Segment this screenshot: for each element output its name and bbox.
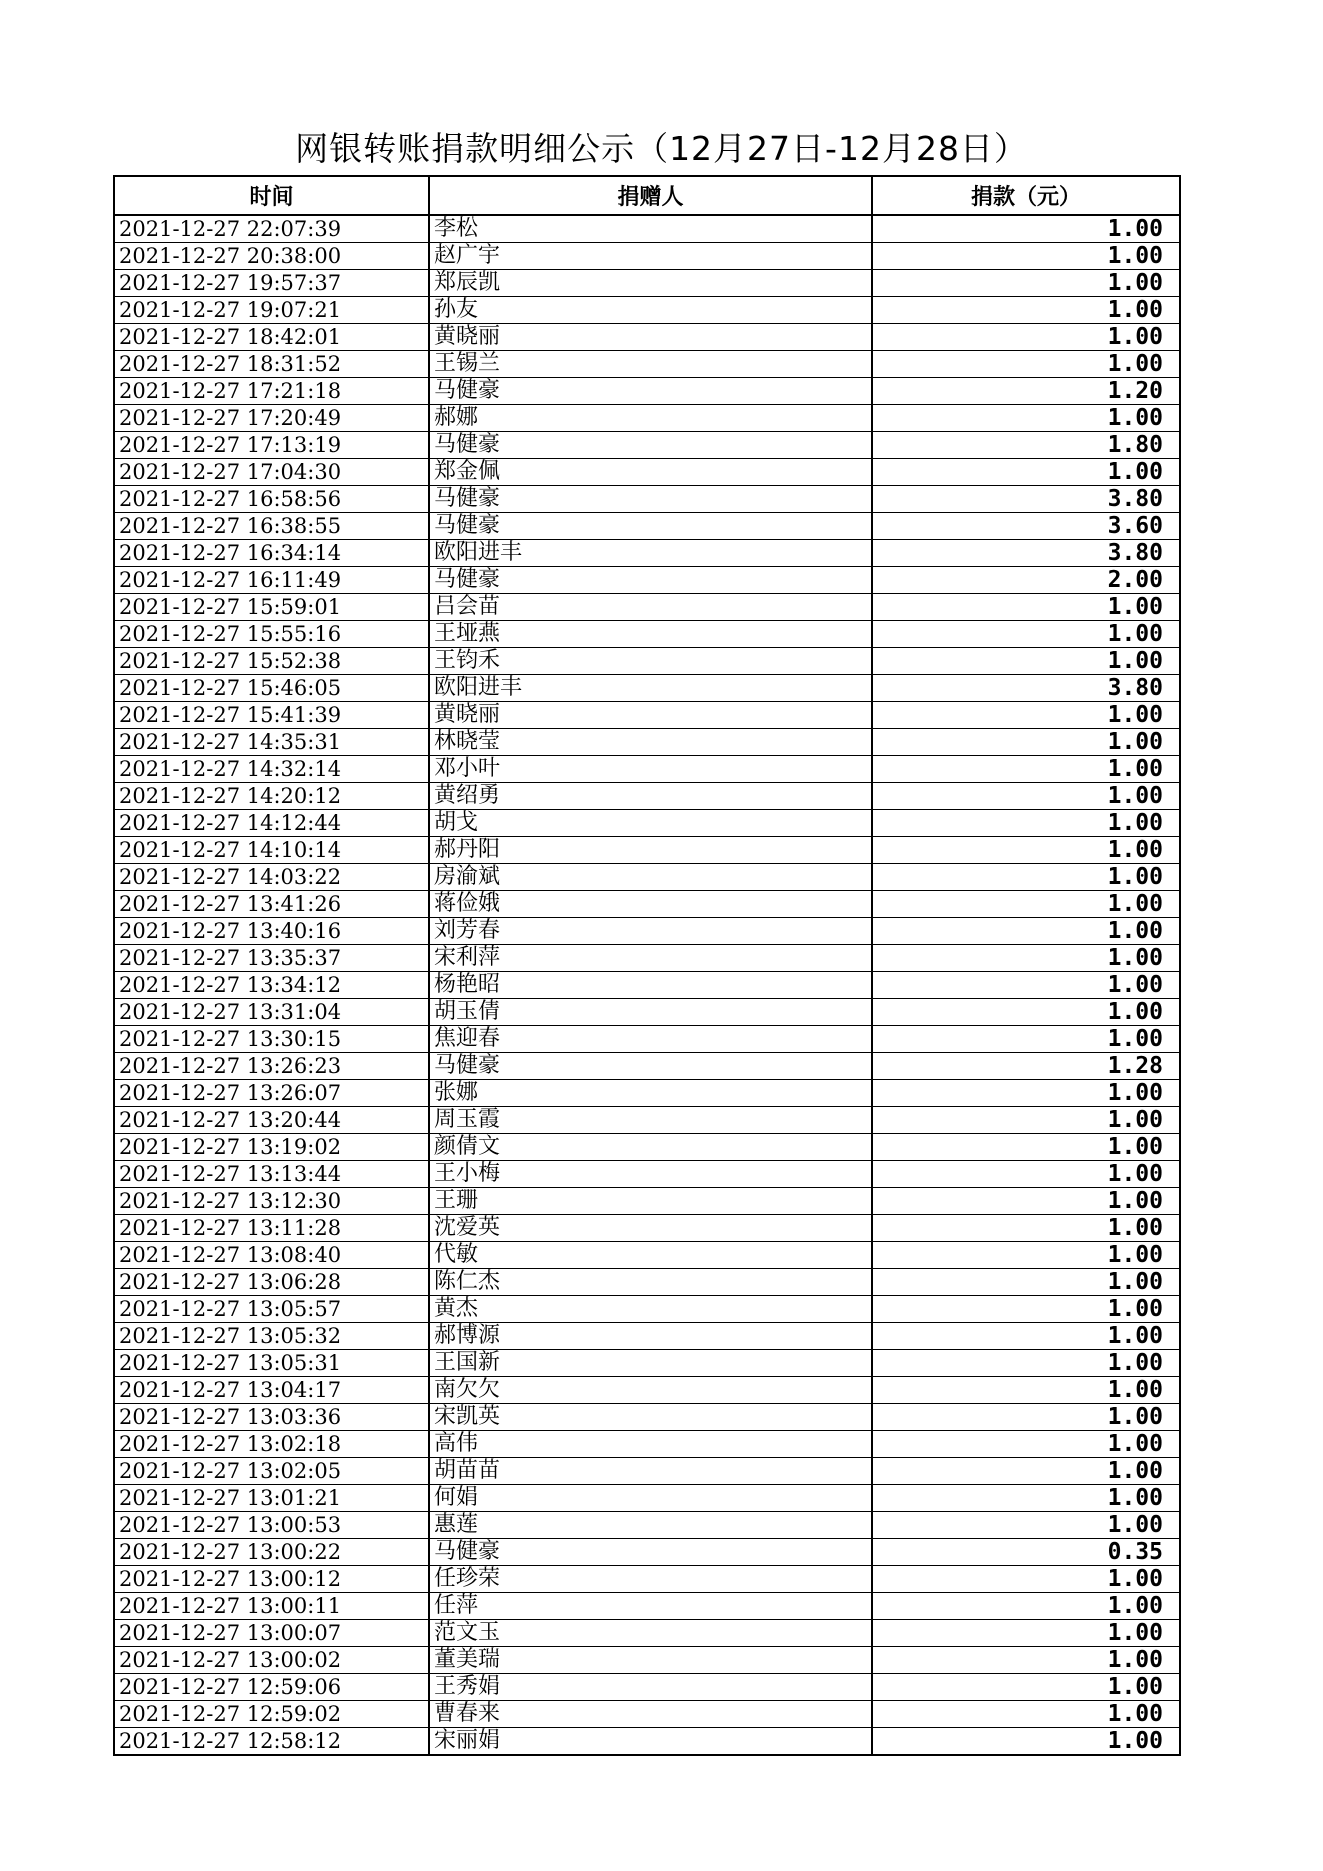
table-row (114, 513, 1180, 540)
row-time: 2021-12-27 13:20:44 (114, 1107, 429, 1134)
table-row (114, 1458, 1180, 1485)
table-row (114, 756, 1180, 783)
row-donor: 王钧禾 (429, 648, 872, 675)
row-amount: 1.00 (872, 1350, 1180, 1377)
row-donor: 欧阳进丰 (429, 675, 872, 702)
row-time: 2021-12-27 19:07:21 (114, 297, 429, 324)
table-row (114, 1161, 1180, 1188)
row-amount: 1.00 (872, 945, 1180, 972)
table-row (114, 594, 1180, 621)
row-donor: 黄晓丽 (429, 324, 872, 351)
row-amount: 1.00 (872, 1458, 1180, 1485)
row-time: 2021-12-27 14:32:14 (114, 756, 429, 783)
row-amount: 1.00 (872, 1512, 1180, 1539)
row-amount: 1.20 (872, 378, 1180, 405)
row-time: 2021-12-27 12:59:02 (114, 1701, 429, 1728)
row-donor: 邓小叶 (429, 756, 872, 783)
row-amount: 1.00 (872, 918, 1180, 945)
row-time: 2021-12-27 13:02:18 (114, 1431, 429, 1458)
row-time: 2021-12-27 13:03:36 (114, 1404, 429, 1431)
row-donor: 陈仁杰 (429, 1269, 872, 1296)
row-amount: 1.00 (872, 783, 1180, 810)
row-amount: 1.00 (872, 1404, 1180, 1431)
row-amount: 1.00 (872, 1647, 1180, 1674)
table-row (114, 972, 1180, 999)
row-time: 2021-12-27 13:00:11 (114, 1593, 429, 1620)
row-amount: 1.00 (872, 1026, 1180, 1053)
table-row (114, 1134, 1180, 1161)
table-row (114, 1701, 1180, 1728)
row-amount: 3.80 (872, 486, 1180, 513)
row-time: 2021-12-27 13:05:57 (114, 1296, 429, 1323)
table-row (114, 1431, 1180, 1458)
table-body (114, 215, 1180, 1755)
row-donor: 宋凯英 (429, 1404, 872, 1431)
row-time: 2021-12-27 15:41:39 (114, 702, 429, 729)
row-time: 2021-12-27 13:04:17 (114, 1377, 429, 1404)
row-time: 2021-12-27 13:35:37 (114, 945, 429, 972)
row-amount: 1.00 (872, 702, 1180, 729)
table-row (114, 567, 1180, 594)
row-amount: 1.00 (872, 1431, 1180, 1458)
row-time: 2021-12-27 13:34:12 (114, 972, 429, 999)
row-time: 2021-12-27 13:00:22 (114, 1539, 429, 1566)
row-time: 2021-12-27 13:11:28 (114, 1215, 429, 1242)
row-time: 2021-12-27 13:00:02 (114, 1647, 429, 1674)
table-row (114, 1350, 1180, 1377)
row-donor: 李松 (429, 215, 872, 243)
row-amount: 1.00 (872, 1593, 1180, 1620)
row-donor: 马健豪 (429, 567, 872, 594)
row-time: 2021-12-27 13:26:07 (114, 1080, 429, 1107)
row-time: 2021-12-27 17:04:30 (114, 459, 429, 486)
table-row (114, 999, 1180, 1026)
row-donor: 黄晓丽 (429, 702, 872, 729)
row-time: 2021-12-27 16:58:56 (114, 486, 429, 513)
row-amount: 1.00 (872, 1620, 1180, 1647)
table-row (114, 1728, 1180, 1756)
row-amount: 1.00 (872, 459, 1180, 486)
table-row (114, 621, 1180, 648)
row-donor: 张娜 (429, 1080, 872, 1107)
row-donor: 马健豪 (429, 432, 872, 459)
row-donor: 任珍荣 (429, 1566, 872, 1593)
table-row (114, 1269, 1180, 1296)
table-row (114, 702, 1180, 729)
table-row (114, 540, 1180, 567)
table-row (114, 1404, 1180, 1431)
table-row (114, 351, 1180, 378)
table-row (114, 864, 1180, 891)
row-time: 2021-12-27 13:05:32 (114, 1323, 429, 1350)
row-time: 2021-12-27 13:08:40 (114, 1242, 429, 1269)
row-amount: 2.00 (872, 567, 1180, 594)
row-amount: 1.00 (872, 729, 1180, 756)
row-donor: 吕会苗 (429, 594, 872, 621)
row-time: 2021-12-27 13:06:28 (114, 1269, 429, 1296)
row-donor: 高伟 (429, 1431, 872, 1458)
table-row (114, 215, 1180, 243)
table-row (114, 1620, 1180, 1647)
row-donor: 房渝斌 (429, 864, 872, 891)
table-row (114, 675, 1180, 702)
row-amount: 3.80 (872, 675, 1180, 702)
table-row (114, 1539, 1180, 1566)
row-amount: 1.00 (872, 1215, 1180, 1242)
row-donor: 郝丹阳 (429, 837, 872, 864)
row-donor: 郝博源 (429, 1323, 872, 1350)
row-time: 2021-12-27 15:59:01 (114, 594, 429, 621)
row-time: 2021-12-27 20:38:00 (114, 243, 429, 270)
table-row (114, 810, 1180, 837)
table-row (114, 1215, 1180, 1242)
row-amount: 1.00 (872, 297, 1180, 324)
row-donor: 颜倩文 (429, 1134, 872, 1161)
row-time: 2021-12-27 12:58:12 (114, 1728, 429, 1756)
row-amount: 1.00 (872, 864, 1180, 891)
row-time: 2021-12-27 13:40:16 (114, 918, 429, 945)
table-row (114, 648, 1180, 675)
row-time: 2021-12-27 18:42:01 (114, 324, 429, 351)
row-amount: 1.00 (872, 756, 1180, 783)
row-donor: 惠莲 (429, 1512, 872, 1539)
row-donor: 马健豪 (429, 1053, 872, 1080)
row-time: 2021-12-27 12:59:06 (114, 1674, 429, 1701)
row-donor: 王国新 (429, 1350, 872, 1377)
table-row (114, 486, 1180, 513)
row-amount: 0.35 (872, 1539, 1180, 1566)
row-amount: 1.28 (872, 1053, 1180, 1080)
row-donor: 欧阳进丰 (429, 540, 872, 567)
row-donor: 郝娜 (429, 405, 872, 432)
table-row (114, 1080, 1180, 1107)
row-time: 2021-12-27 13:19:02 (114, 1134, 429, 1161)
row-donor: 任萍 (429, 1593, 872, 1620)
row-time: 2021-12-27 15:46:05 (114, 675, 429, 702)
row-time: 2021-12-27 15:52:38 (114, 648, 429, 675)
row-time: 2021-12-27 17:21:18 (114, 378, 429, 405)
row-donor: 郑辰凯 (429, 270, 872, 297)
table-row (114, 1296, 1180, 1323)
row-donor: 王珊 (429, 1188, 872, 1215)
row-time: 2021-12-27 16:11:49 (114, 567, 429, 594)
donation-table (113, 175, 1181, 1756)
table-row (114, 1377, 1180, 1404)
row-time: 2021-12-27 22:07:39 (114, 215, 429, 243)
row-donor: 王锡兰 (429, 351, 872, 378)
row-time: 2021-12-27 14:03:22 (114, 864, 429, 891)
row-amount: 1.00 (872, 1323, 1180, 1350)
row-amount: 1.00 (872, 891, 1180, 918)
table-row (114, 1593, 1180, 1620)
table-row (114, 270, 1180, 297)
row-donor: 赵广宇 (429, 243, 872, 270)
row-donor: 董美瑞 (429, 1647, 872, 1674)
table-row (114, 1242, 1180, 1269)
row-amount: 1.00 (872, 648, 1180, 675)
row-amount: 1.00 (872, 972, 1180, 999)
table-row (114, 1512, 1180, 1539)
table-row (114, 837, 1180, 864)
row-amount: 1.00 (872, 1269, 1180, 1296)
column-header-amount: 捐款（元） (872, 176, 1180, 215)
column-header-donor: 捐赠人 (429, 176, 872, 215)
row-time: 2021-12-27 13:00:07 (114, 1620, 429, 1647)
row-donor: 黄杰 (429, 1296, 872, 1323)
row-amount: 1.00 (872, 1107, 1180, 1134)
row-donor: 马健豪 (429, 513, 872, 540)
row-time: 2021-12-27 13:41:26 (114, 891, 429, 918)
table-row (114, 243, 1180, 270)
table-row (114, 459, 1180, 486)
row-donor: 周玉霞 (429, 1107, 872, 1134)
row-donor: 刘芳春 (429, 918, 872, 945)
row-donor: 曹春来 (429, 1701, 872, 1728)
row-donor: 马健豪 (429, 1539, 872, 1566)
row-donor: 蒋俭娥 (429, 891, 872, 918)
row-donor: 焦迎春 (429, 1026, 872, 1053)
row-time: 2021-12-27 14:35:31 (114, 729, 429, 756)
table-row (114, 1485, 1180, 1512)
row-donor: 何娟 (429, 1485, 872, 1512)
table-header-row (114, 176, 1180, 215)
row-amount: 1.00 (872, 1485, 1180, 1512)
row-time: 2021-12-27 13:00:12 (114, 1566, 429, 1593)
row-time: 2021-12-27 13:13:44 (114, 1161, 429, 1188)
row-time: 2021-12-27 14:12:44 (114, 810, 429, 837)
table-row (114, 1323, 1180, 1350)
table-row (114, 1026, 1180, 1053)
row-donor: 王秀娟 (429, 1674, 872, 1701)
row-time: 2021-12-27 17:13:19 (114, 432, 429, 459)
table-row (114, 297, 1180, 324)
table-row (114, 1566, 1180, 1593)
row-amount: 1.00 (872, 270, 1180, 297)
row-donor: 马健豪 (429, 378, 872, 405)
row-donor: 宋利萍 (429, 945, 872, 972)
row-donor: 范文玉 (429, 1620, 872, 1647)
row-amount: 1.00 (872, 1728, 1180, 1756)
row-amount: 1.00 (872, 810, 1180, 837)
row-donor: 胡苗苗 (429, 1458, 872, 1485)
row-amount: 1.00 (872, 405, 1180, 432)
row-time: 2021-12-27 19:57:37 (114, 270, 429, 297)
row-donor: 黄绍勇 (429, 783, 872, 810)
row-amount: 1.00 (872, 1674, 1180, 1701)
row-time: 2021-12-27 14:20:12 (114, 783, 429, 810)
row-amount: 1.80 (872, 432, 1180, 459)
row-donor: 郑金佩 (429, 459, 872, 486)
row-amount: 1.00 (872, 1161, 1180, 1188)
row-amount: 1.00 (872, 1377, 1180, 1404)
table-row (114, 945, 1180, 972)
row-amount: 1.00 (872, 351, 1180, 378)
row-donor: 林晓莹 (429, 729, 872, 756)
row-amount: 1.00 (872, 837, 1180, 864)
row-donor: 杨艳昭 (429, 972, 872, 999)
row-amount: 3.60 (872, 513, 1180, 540)
table-row (114, 432, 1180, 459)
row-donor: 宋丽娟 (429, 1728, 872, 1756)
row-amount: 1.00 (872, 1566, 1180, 1593)
row-amount: 1.00 (872, 1188, 1180, 1215)
row-donor: 胡玉倩 (429, 999, 872, 1026)
row-time: 2021-12-27 15:55:16 (114, 621, 429, 648)
table-row (114, 1647, 1180, 1674)
row-time: 2021-12-27 13:30:15 (114, 1026, 429, 1053)
row-time: 2021-12-27 13:02:05 (114, 1458, 429, 1485)
row-time: 2021-12-27 16:34:14 (114, 540, 429, 567)
row-amount: 1.00 (872, 1296, 1180, 1323)
row-time: 2021-12-27 18:31:52 (114, 351, 429, 378)
row-amount: 3.80 (872, 540, 1180, 567)
row-donor: 王小梅 (429, 1161, 872, 1188)
row-time: 2021-12-27 16:38:55 (114, 513, 429, 540)
row-donor: 马健豪 (429, 486, 872, 513)
table-row (114, 405, 1180, 432)
column-header-time: 时间 (114, 176, 429, 215)
table-row (114, 783, 1180, 810)
page-title: 网银转账捐款明细公示（12月27日-12月28日） (295, 129, 1028, 168)
table-row (114, 1674, 1180, 1701)
row-donor: 沈爱英 (429, 1215, 872, 1242)
row-amount: 1.00 (872, 1242, 1180, 1269)
row-donor: 王垭燕 (429, 621, 872, 648)
table-row (114, 378, 1180, 405)
row-amount: 1.00 (872, 1701, 1180, 1728)
row-amount: 1.00 (872, 243, 1180, 270)
table-row (114, 891, 1180, 918)
row-amount: 1.00 (872, 621, 1180, 648)
row-amount: 1.00 (872, 1080, 1180, 1107)
row-amount: 1.00 (872, 1134, 1180, 1161)
table-row (114, 729, 1180, 756)
row-time: 2021-12-27 14:10:14 (114, 837, 429, 864)
row-donor: 孙友 (429, 297, 872, 324)
row-amount: 1.00 (872, 594, 1180, 621)
row-donor: 南欠欠 (429, 1377, 872, 1404)
table-row (114, 1188, 1180, 1215)
row-amount: 1.00 (872, 999, 1180, 1026)
row-time: 2021-12-27 13:12:30 (114, 1188, 429, 1215)
row-amount: 1.00 (872, 324, 1180, 351)
row-time: 2021-12-27 13:26:23 (114, 1053, 429, 1080)
table-row (114, 1053, 1180, 1080)
row-donor: 胡戈 (429, 810, 872, 837)
row-time: 2021-12-27 13:00:53 (114, 1512, 429, 1539)
row-donor: 代敏 (429, 1242, 872, 1269)
row-time: 2021-12-27 13:05:31 (114, 1350, 429, 1377)
row-time: 2021-12-27 13:31:04 (114, 999, 429, 1026)
table-row (114, 918, 1180, 945)
table-row (114, 324, 1180, 351)
row-amount: 1.00 (872, 215, 1180, 243)
row-time: 2021-12-27 13:01:21 (114, 1485, 429, 1512)
table-row (114, 1107, 1180, 1134)
row-time: 2021-12-27 17:20:49 (114, 405, 429, 432)
